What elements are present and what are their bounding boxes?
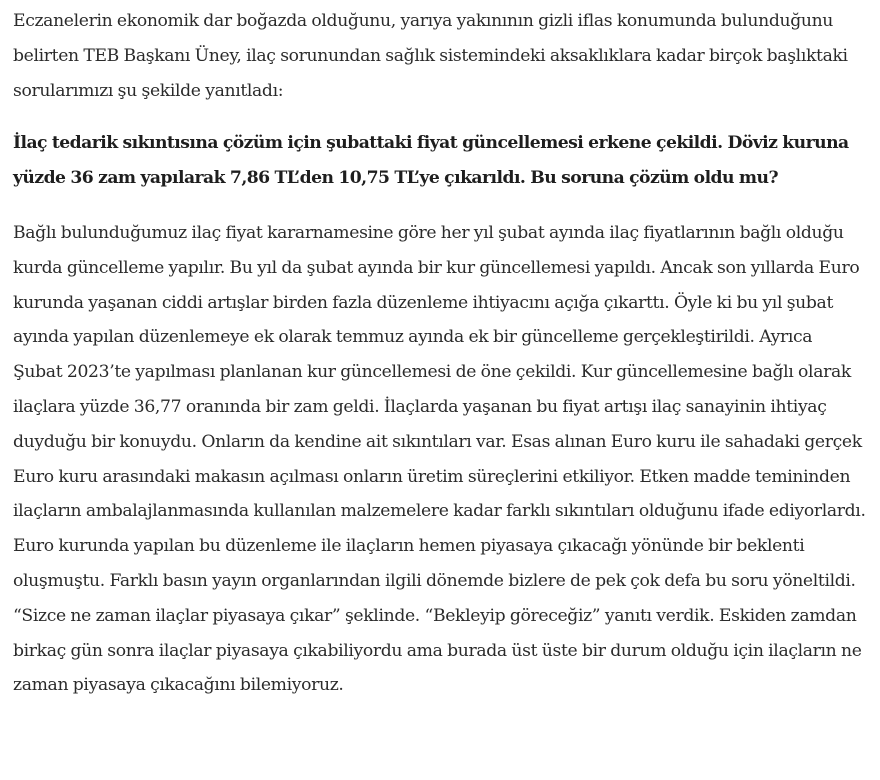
interview-answer: Bağlı bulunduğumuz ilaç fiyat kararnamesine göre her yıl şubat ayında ilaç fiyatlarının bağlı olduğu kurda güncelleme yapılır. Bu yıl da şubat ayında bir kur güncellemesi yapıldı. Ancak son yıllarda Euro kurunda yaşanan ciddi artışlar birden fazla düzenleme ihtiyacını açığa çıkarttı. Öyle ki bu yıl şubat ayında yapılan düzenlemeye ek olarak temmuz ayında ek bir güncelleme gerçekleştirildi. Ayrıca Şubat 2023’te yapılması planlanan kur güncellemesi de öne çekildi. Kur güncellemesine bağlı olarak ilaçlara yüzde 36,77 oranında bir zam geldi. İlaçlarda yaşanan bu fiyat artışı ilaç sanayinin ihtiyaç duyduğu bir konuydu. Onların da kendine ait sıkıntıları var. Esas alınan Euro kuru ile sahadaki gerçek Euro kuru arasındaki makasın açılması onların üretim süreçlerini etkiliyor. Etken madde temininden ilaçların ambalajlanmasında kullanılan malzemelere kadar farklı sıkıntıları olduğunu ifade ediyorlardı. Euro kurunda yapılan bu düzenleme ile ilaçların hemen piyasaya çıkacağı yönünde bir beklenti oluşmuştu. Farklı basın yayın organlarından ilgili dönemde bizlere de pek çok defa bu soru yöneltildi. “Sizce ne zaman ilaçlar piyasaya çıkar” şeklinde. “Bekleyip göreceğiz” yanıtı verdik. Eskiden zamdan birkaç gün sonra ilaçlar piyasaya çıkabiliyordu ama burada üst üste bir durum olduğu için ilaçların ne zaman piyasaya çıkacağını bilemiyoruz. [13,222,866,696]
interview-question: İlaç tedarik sıkıntısına çözüm için şubattaki fiyat güncellemesi erkene çekildi. Döviz kuruna yüzde 36 zam yapılarak 7,86 TL’den 10,75 TL’ye çıkarıldı. Bu soruna çözüm oldu mu? [13,133,849,189]
intro-paragraph: Eczanelerin ekonomik dar boğazda olduğunu, yarıya yakınının gizli iflas konumunda bulunduğunu belirten TEB Başkanı Üney, ilaç sorunundan sağlık sistemindeki aksaklıklara kadar birçok başlıktaki sorularımızı şu şekilde yanıtladı: [13,11,848,101]
